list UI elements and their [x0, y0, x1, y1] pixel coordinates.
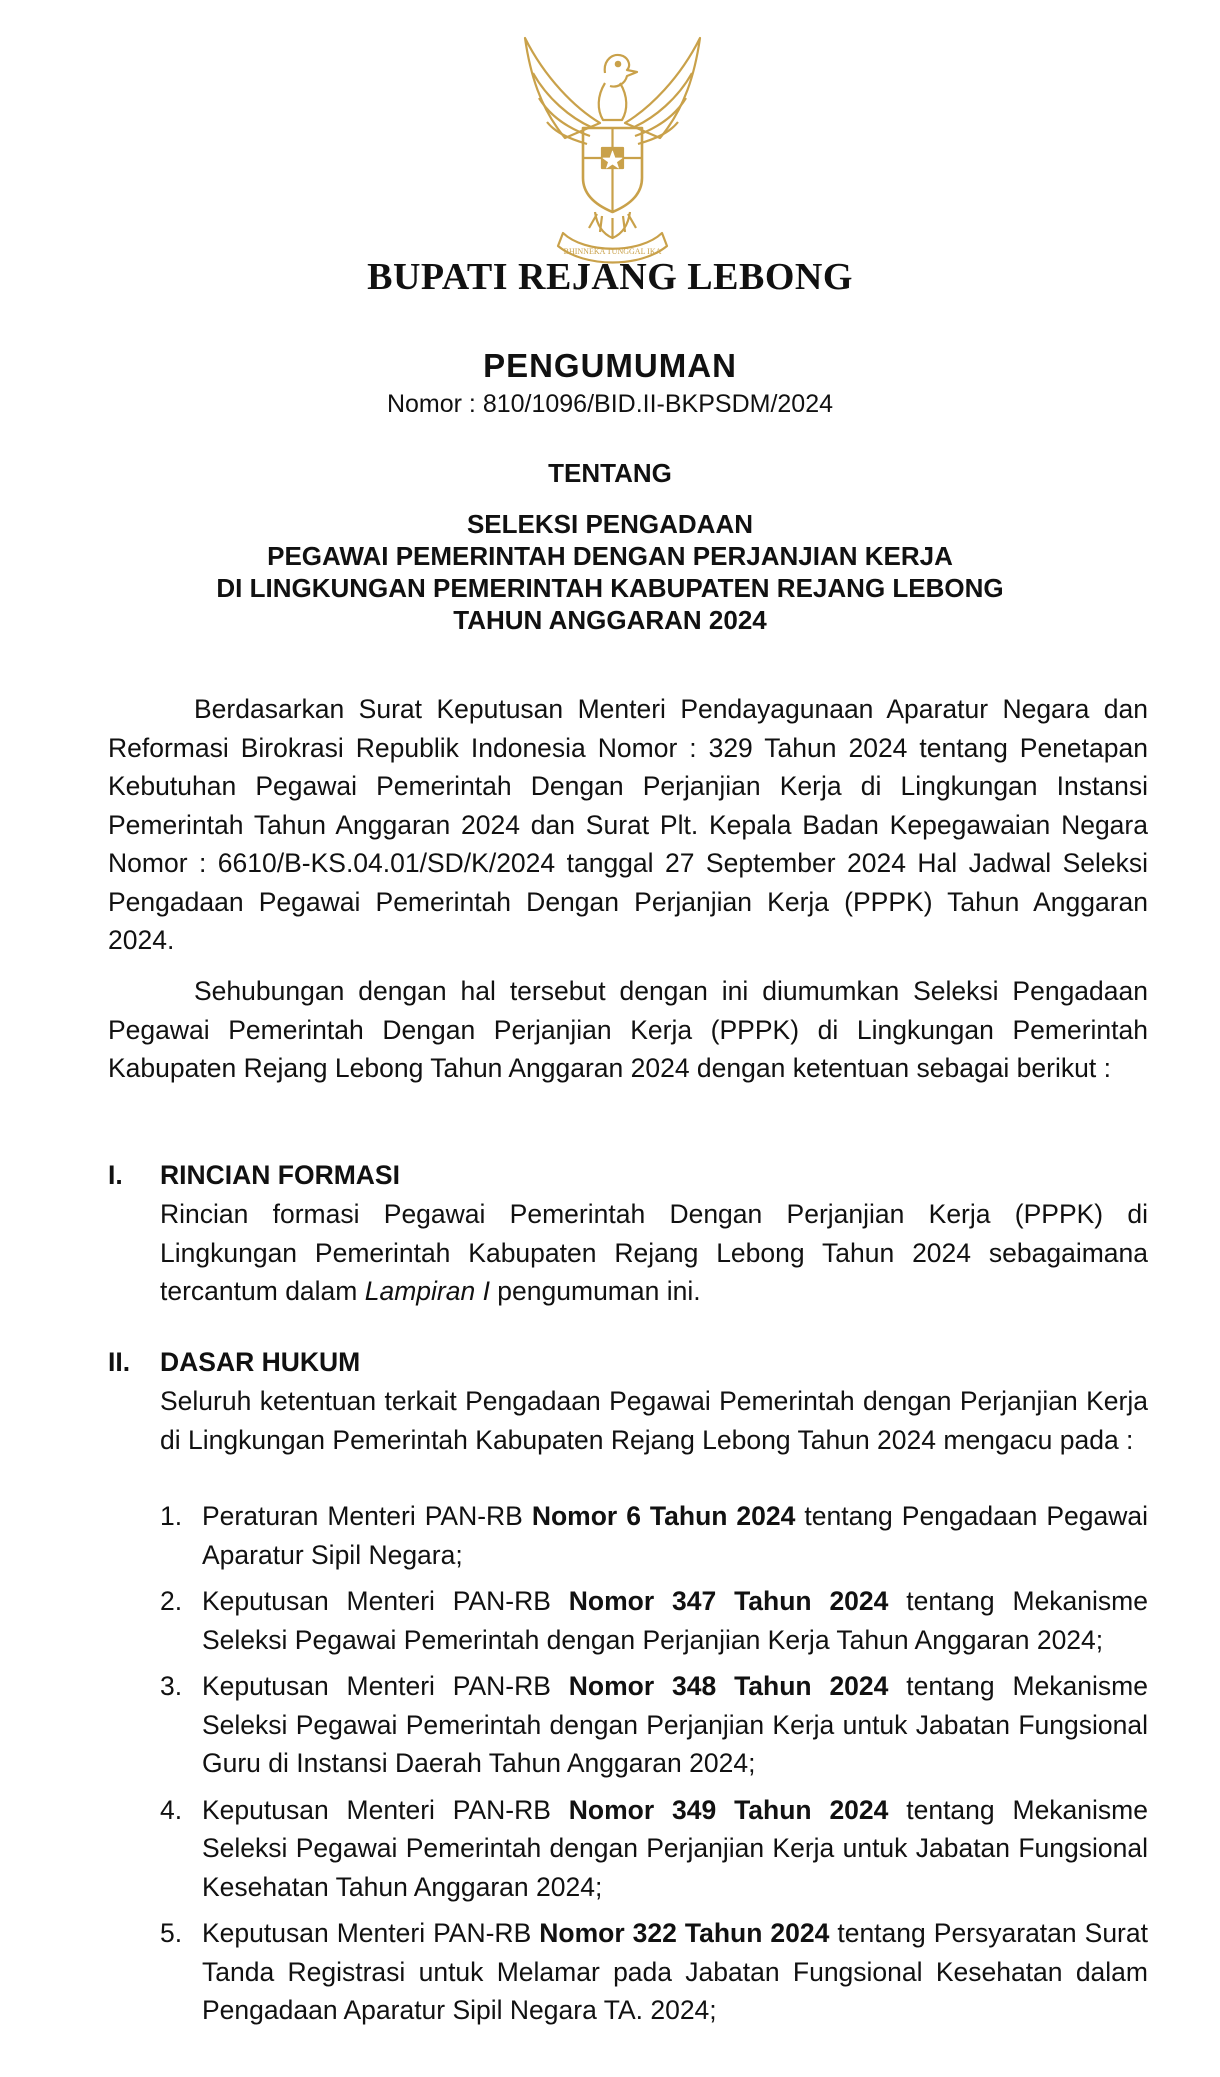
list-item: 5. Keputusan Menteri PAN-RB Nomor 322 Tahun 2024 tentang Persyaratan Surat Tanda Registrasi untuk Melamar pada Jabatan Fungsional Kesehatan dalam Pengadaan Aparatur Sipil Negara TA. 2024; [160, 1918, 1148, 2025]
emblem-motto: BHINNEKA TUNGGAL IKA [563, 247, 662, 256]
about-label: TENTANG [548, 458, 672, 488]
legal-basis-list [160, 1497, 1148, 2038]
section-2-heading [108, 1347, 360, 1378]
list-item: 1. Peraturan Menteri PAN-RB Nomor 6 Tahun 2024 tentang Pengadaan Pegawai Aparatur Sipil Negara; [160, 1501, 1148, 1570]
attachment-reference: Lampiran I [364, 1276, 490, 1306]
section-1-body: Rincian formasi Pegawai Pemerintah Dengan Perjanjian Kerja (PPPK) di Lingkungan Pemerintah Kabupaten Rejang Lebong Tahun 2024 sebagaimana tercantum dalam Lampiran I pengumuman ini. [160, 1199, 1148, 1306]
subject-line: PEGAWAI PEMERINTAH DENGAN PERJANJIAN KERJA [267, 541, 953, 571]
intro-paragraph-1: Berdasarkan Surat Keputusan Menteri Pendayagunaan Aparatur Negara dan Reformasi Birokrasi Republik Indonesia Nomor : 329 Tahun 2024 tentang Penetapan Kebutuhan Pegawai Pemerintah Dengan Perjanjian Kerja di Lingkungan Instansi Pemerintah Tahun Anggaran 2024 dan Surat Plt. Kepala Badan Kepegawaian Negara Nomor : 6610/B-KS.04.01/SD/K/2024 tanggal 27 September 2024 Hal Jadwal Seleksi Pengadaan Pegawai Pemerintah Dengan Perjanjian Kerja (PPPK) Tahun Anggaran 2024. [108, 694, 1148, 955]
list-item: 2. Keputusan Menteri PAN-RB Nomor 347 Tahun 2024 tentang Mekanisme Seleksi Pegawai Pemerintah dengan Perjanjian Kerja Tahun Anggaran 2024; [160, 1586, 1148, 1655]
section-title: RINCIAN FORMASI [160, 1160, 400, 1190]
subject-line: DI LINGKUNGAN PEMERINTAH KABUPATEN REJANG LEBONG [216, 573, 1004, 603]
section-2-body: Seluruh ketentuan terkait Pengadaan Pegawai Pemerintah dengan Perjanjian Kerja di Lingkungan Pemerintah Kabupaten Rejang Lebong Tahun 2024 mengacu pada : [160, 1386, 1148, 1455]
garuda-emblem-icon [505, 28, 720, 273]
subject-line: SELEKSI PENGADAAN [466, 509, 754, 539]
section-number: I. [108, 1160, 123, 1190]
list-item: 4. Keputusan Menteri PAN-RB Nomor 349 Tahun 2024 tentang Mekanisme Seleksi Pegawai Pemerintah dengan Perjanjian Kerja untuk Jabatan Fungsional Kesehatan Tahun Anggaran 2024; [160, 1794, 1148, 1902]
issuer-title: BUPATI REJANG LEBONG [367, 256, 853, 298]
list-item: 3. Keputusan Menteri PAN-RB Nomor 348 Tahun 2024 tentang Mekanisme Seleksi Pegawai Pemerintah dengan Perjanjian Kerja untuk Jabatan Fungsional Guru di Instansi Daerah Tahun Anggaran 2024; [160, 1671, 1148, 1778]
section-title: DASAR HUKUM [160, 1347, 361, 1377]
document-type: PENGUMUMAN [483, 347, 737, 384]
intro-paragraph-2: Sehubungan dengan hal tersebut dengan ini diumumkan Seleksi Pengadaan Pegawai Pemerintah Dengan Perjanjian Kerja (PPPK) di Lingkungan Pemerintah Kabupaten Rejang Lebong Tahun Anggaran 2024 dengan ketentuan sebagai berikut : [108, 976, 1148, 1083]
subject-line: TAHUN ANGGARAN 2024 [453, 605, 767, 635]
section-1-heading [108, 1160, 400, 1191]
document-number: Nomor : 810/1096/BID.II-BKPSDM/2024 [386, 390, 834, 418]
section-number: II. [108, 1347, 131, 1377]
subject-block [0, 508, 1220, 636]
